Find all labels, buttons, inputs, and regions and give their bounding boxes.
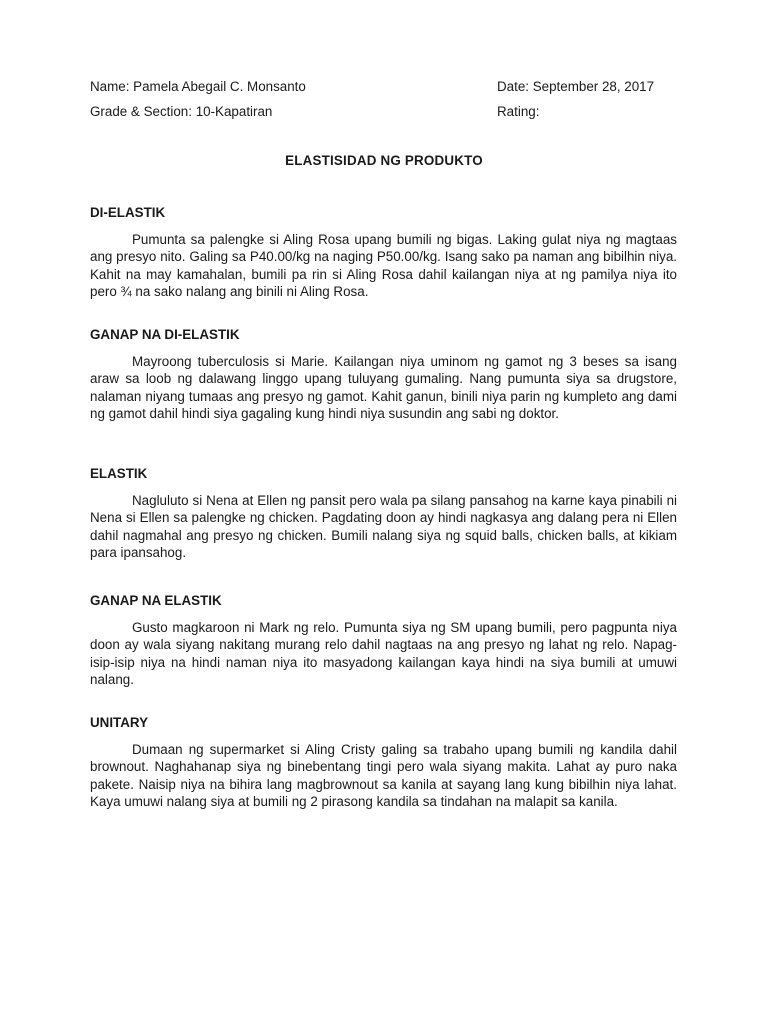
- section-unitary: [90, 715, 677, 810]
- section-heading: DI-ELASTIK: [90, 205, 166, 220]
- section-body: Dumaan ng supermarket si Aling Cristy galing sa trabaho upang bumili ng kandila dahil brownout. Naghahanap siya ng binebentang tingi pero wala siyang makita. Lahat ay puro naka pakete. Naisip niya na bihira lang magbrownout sa kanila at sayang lang kung bibilhin niya lahat. Kaya umuwi nalang siya at bumili ng 2 pirasong kandila sa tindahan na malapit sa kanila.: [90, 742, 677, 809]
- section-heading: GANAP NA ELASTIK: [90, 593, 222, 608]
- section-body: Nagluluto si Nena at Ellen ng pansit pero wala pa silang pansahog na karne kaya pinabili ni Nena si Ellen sa palengke ng chicken. Pagdating doon ay hindi nagkasya ang dalang pera ni Ellen dahil nagmahal ang presyo ng chicken. Bumili nalang siya ng squid balls, chicken balls, at kikiam para ipansahog.: [90, 493, 677, 560]
- rating-field: Rating:: [497, 104, 540, 119]
- section-di-elastik: [90, 205, 677, 300]
- student-name: Name: Pamela Abegail C. Monsanto: [90, 79, 306, 94]
- section-heading: UNITARY: [90, 715, 149, 730]
- section-body: Gusto magkaroon ni Mark ng relo. Pumunta siya ng SM upang bumili, pero pagpunta niya doon ay wala siyang nakitang murang relo dahil nagtaas na ang presyo ng lahat ng relo. Napag-isip-isip niya na hindi naman niya ito masyadong kailangan kaya hindi na siya bumili at umuwi nalang.: [90, 620, 677, 687]
- section-ganap-na-di-elastik: [90, 327, 677, 422]
- grade-section: Grade & Section: 10-Kapatiran: [90, 104, 273, 119]
- date-field: Date: September 28, 2017: [497, 79, 655, 94]
- section-heading: GANAP NA DI-ELASTIK: [90, 327, 240, 342]
- section-heading: ELASTIK: [90, 466, 148, 481]
- section-body: Pumunta sa palengke si Aling Rosa upang bumili ng bigas. Laking gulat niya ng magtaas ang presyo nito. Galing sa P40.00/kg na naging P50.00/kg. Isang sako pa naman ang bibilhin niya. Kahit na may kamahalan, bumili pa rin si Aling Rosa dahil kailangan niya at ng pamilya niya ito pero ¾ na sako nalang ang binili ni Aling Rosa.: [90, 232, 677, 299]
- section-elastik: [90, 466, 677, 561]
- section-body: Mayroong tuberculosis si Marie. Kailangan niya uminom ng gamot ng 3 beses sa isang araw sa loob ng dalawang linggo upang tuluyang gumaling. Nang pumunta siya sa drugstore, nalaman niyang tumaas ang presyo ng gamot. Kahit ganun, binili niya parin ng kumpleto ang dami ng gamot dahil hindi siya gagaling kung hindi niya susundin ang sabi ng doktor.: [90, 354, 677, 421]
- document-title: ELASTISIDAD NG PRODUKTO: [285, 153, 483, 168]
- section-ganap-na-elastik: [90, 593, 677, 688]
